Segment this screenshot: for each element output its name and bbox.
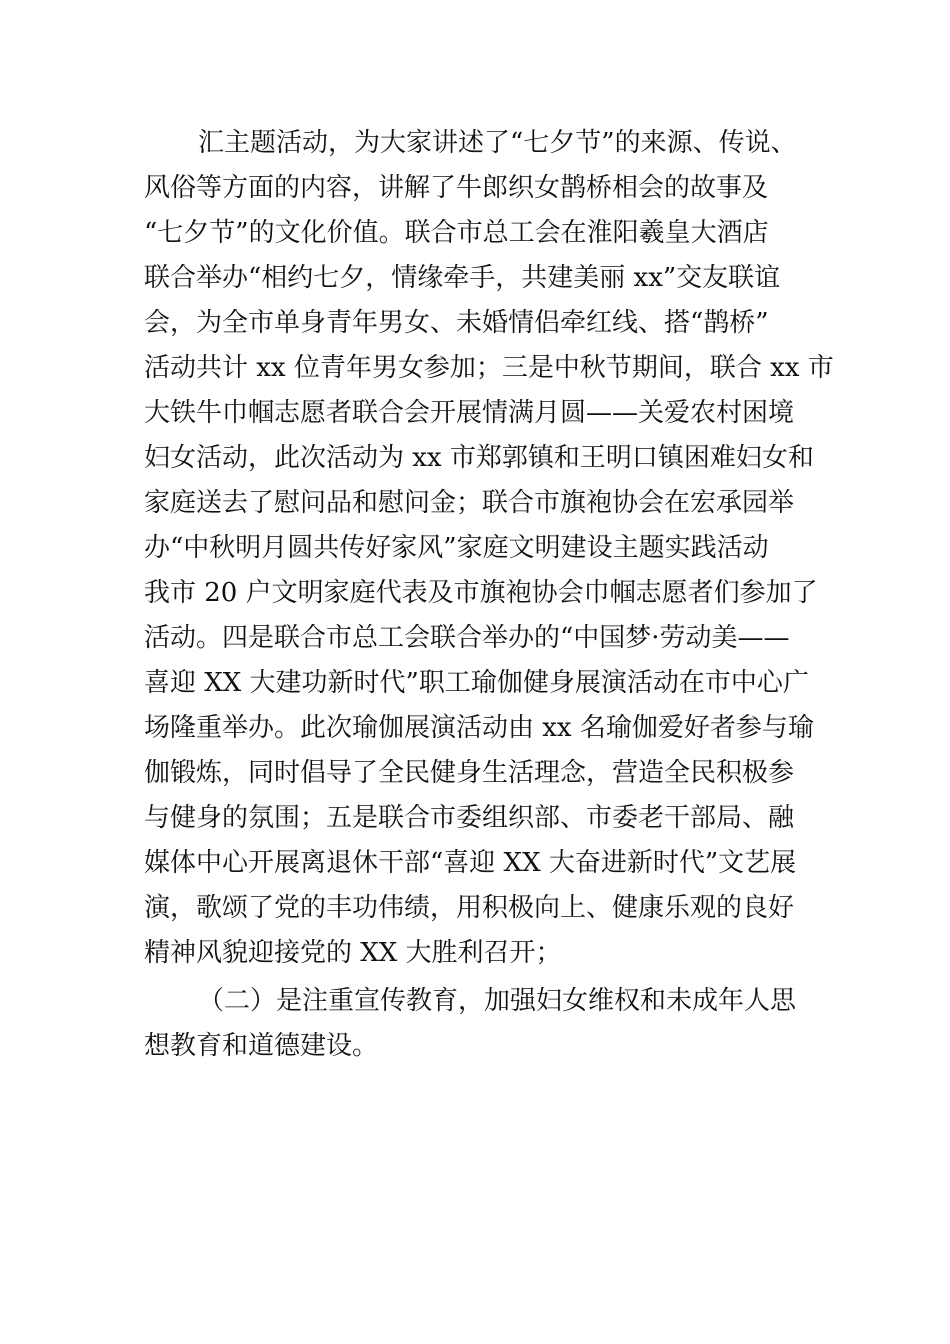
- text-line: 活动共计 xx 位青年男女参加；三是中秋节期间，联合 xx 市: [144, 353, 834, 383]
- text-line: 与健身的氛围；五是联合市委组织部、市委老干部局、融: [144, 803, 795, 833]
- text-line: 风俗等方面的内容，讲解了牛郎织女鹊桥相会的故事及: [144, 173, 769, 203]
- text-line: 喜迎 XX 大建功新时代”职工瑜伽健身展演活动在市中心广: [144, 668, 809, 698]
- text-line: 演，歌颂了党的丰功伟绩，用积极向上、健康乐观的良好: [144, 893, 795, 923]
- paragraph-activities: [144, 121, 834, 976]
- text-line: “七夕节”的文化价值。联合市总工会在淮阳羲皇大酒店: [144, 218, 769, 248]
- text-line: 汇主题活动，为大家讲述了“七夕节”的来源、传说、: [198, 128, 797, 158]
- text-line: 大铁牛巾帼志愿者联合会开展情满月圆——关爱农村困境: [144, 398, 795, 428]
- text-line: 会，为全市单身青年男女、未婚情侣牵红线、搭“鹊桥”: [144, 308, 769, 338]
- text-line: 媒体中心开展离退休干部“喜迎 XX 大奋进新时代”文艺展: [144, 848, 797, 878]
- text-line: 妇女活动，此次活动为 xx 市郑郭镇和王明口镇困难妇女和: [144, 443, 814, 473]
- paragraph-section-two: [144, 979, 824, 1069]
- text-line: 伽锻炼，同时倡导了全民健身生活理念，营造全民积极参: [144, 758, 795, 788]
- text-line: 活动。四是联合市总工会联合举办的“中国梦·劳动美——: [144, 623, 790, 653]
- text-line: 办“中秋明月圆共传好家风”家庭文明建设主题实践活动: [144, 533, 769, 563]
- text-line: 家庭送去了慰问品和慰问金；联合市旗袍协会在宏承园举: [144, 488, 795, 518]
- document-body: [144, 121, 834, 1069]
- text-line: 精神风貌迎接党的 XX 大胜利召开；: [144, 938, 562, 968]
- text-line: （二）是注重宣传教育，加强妇女维权和未成年人思: [198, 986, 797, 1016]
- text-line: 想教育和道德建设。: [144, 1031, 379, 1061]
- text-line: 场隆重举办。此次瑜伽展演活动由 xx 名瑜伽爱好者参与瑜: [144, 713, 814, 743]
- text-line: 我市 20 户文明家庭代表及市旗袍协会巾帼志愿者们参加了: [144, 578, 818, 608]
- text-line: 联合举办“相约七夕，情缘牵手，共建美丽 xx”交友联谊: [144, 263, 781, 293]
